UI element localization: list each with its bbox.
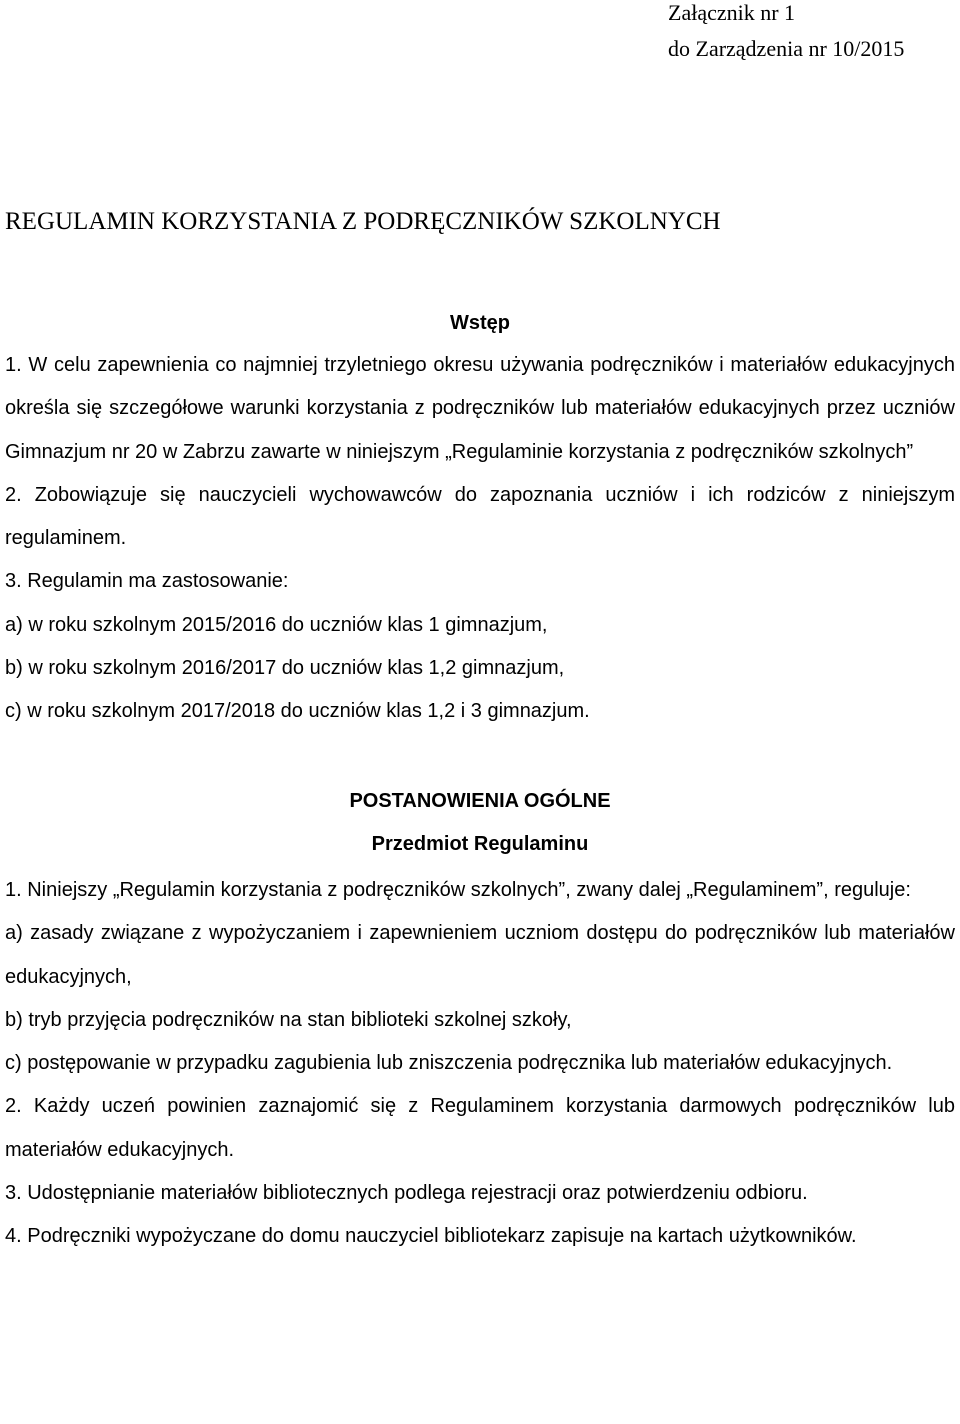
intro-paragraph-2: 2. Zobowiązuje się nauczycieli wychowawców do zapoznania uczniów i ich rodziców z niniejszym regulaminem.	[5, 483, 955, 550]
general-paragraph-4: 4. Podręczniki wypożyczane do domu nauczyciel bibliotekarz zapisuje na kartach użytkowników.	[5, 1225, 857, 1248]
intro-list-item-a: a) w roku szkolnym 2015/2016 do uczniów klas 1 gimnazjum,	[5, 613, 548, 636]
general-paragraph-1: 1. Niniejszy „Regulamin korzystania z podręczników szkolnych”, zwany dalej „Regulaminem”, reguluje:	[5, 879, 911, 901]
general-section	[5, 869, 955, 1259]
intro-paragraph-3: 3. Regulamin ma zastosowanie:	[5, 570, 289, 593]
section-heading-general: POSTANOWIENIA OGÓLNE	[349, 790, 611, 812]
document-title: REGULAMIN KORZYSTANIA Z PODRĘCZNIKÓW SZKOLNYCH	[5, 208, 721, 235]
section-subheading-subject: Przedmiot Regulaminu	[371, 833, 589, 855]
intro-list-item-b: b) w roku szkolnym 2016/2017 do uczniów klas 1,2 gimnazjum,	[5, 657, 565, 680]
general-list-item-c: c) postępowanie w przypadku zagubienia lub zniszczenia podręcznika lub materiałów edukacyjnych.	[5, 1052, 893, 1075]
intro-paragraph-1: 1. W celu zapewnienia co najmniej trzyletniego okresu używania podręczników i materiałów edukacyjnych określa się szczegółowe warunki korzystania z podręczników lub materiałów edukacyjnych przez uczniów Gimnazjum nr 20 w Zabrzu zawarte w niniejszym „Regulaminie korzystania z podręczników szkolnych”	[5, 354, 955, 463]
general-paragraph-3: 3. Udostępnianie materiałów bibliotecznych podlega rejestracji oraz potwierdzeniu odbioru.	[5, 1182, 808, 1205]
general-list-item-b: b) tryb przyjęcia podręczników na stan biblioteki szkolnej szkoły,	[5, 1008, 572, 1031]
general-list-item-a: a) zasady związane z wypożyczaniem i zapewnieniem uczniom dostępu do podręczników lub materiałów edukacyjnych,	[5, 922, 955, 988]
annex-number: Załącznik nr 1	[668, 0, 796, 25]
intro-section	[5, 344, 955, 734]
section-heading-intro: Wstęp	[450, 312, 510, 334]
annex-reference: do Zarządzenia nr 10/2015	[668, 36, 905, 61]
general-paragraph-2: 2. Każdy uczeń powinien zaznajomić się z Regulaminem korzystania darmowych podręczników lub materiałów edukacyjnych.	[5, 1095, 955, 1161]
intro-list-item-c: c) w roku szkolnym 2017/2018 do uczniów klas 1,2 i 3 gimnazjum.	[5, 700, 590, 723]
